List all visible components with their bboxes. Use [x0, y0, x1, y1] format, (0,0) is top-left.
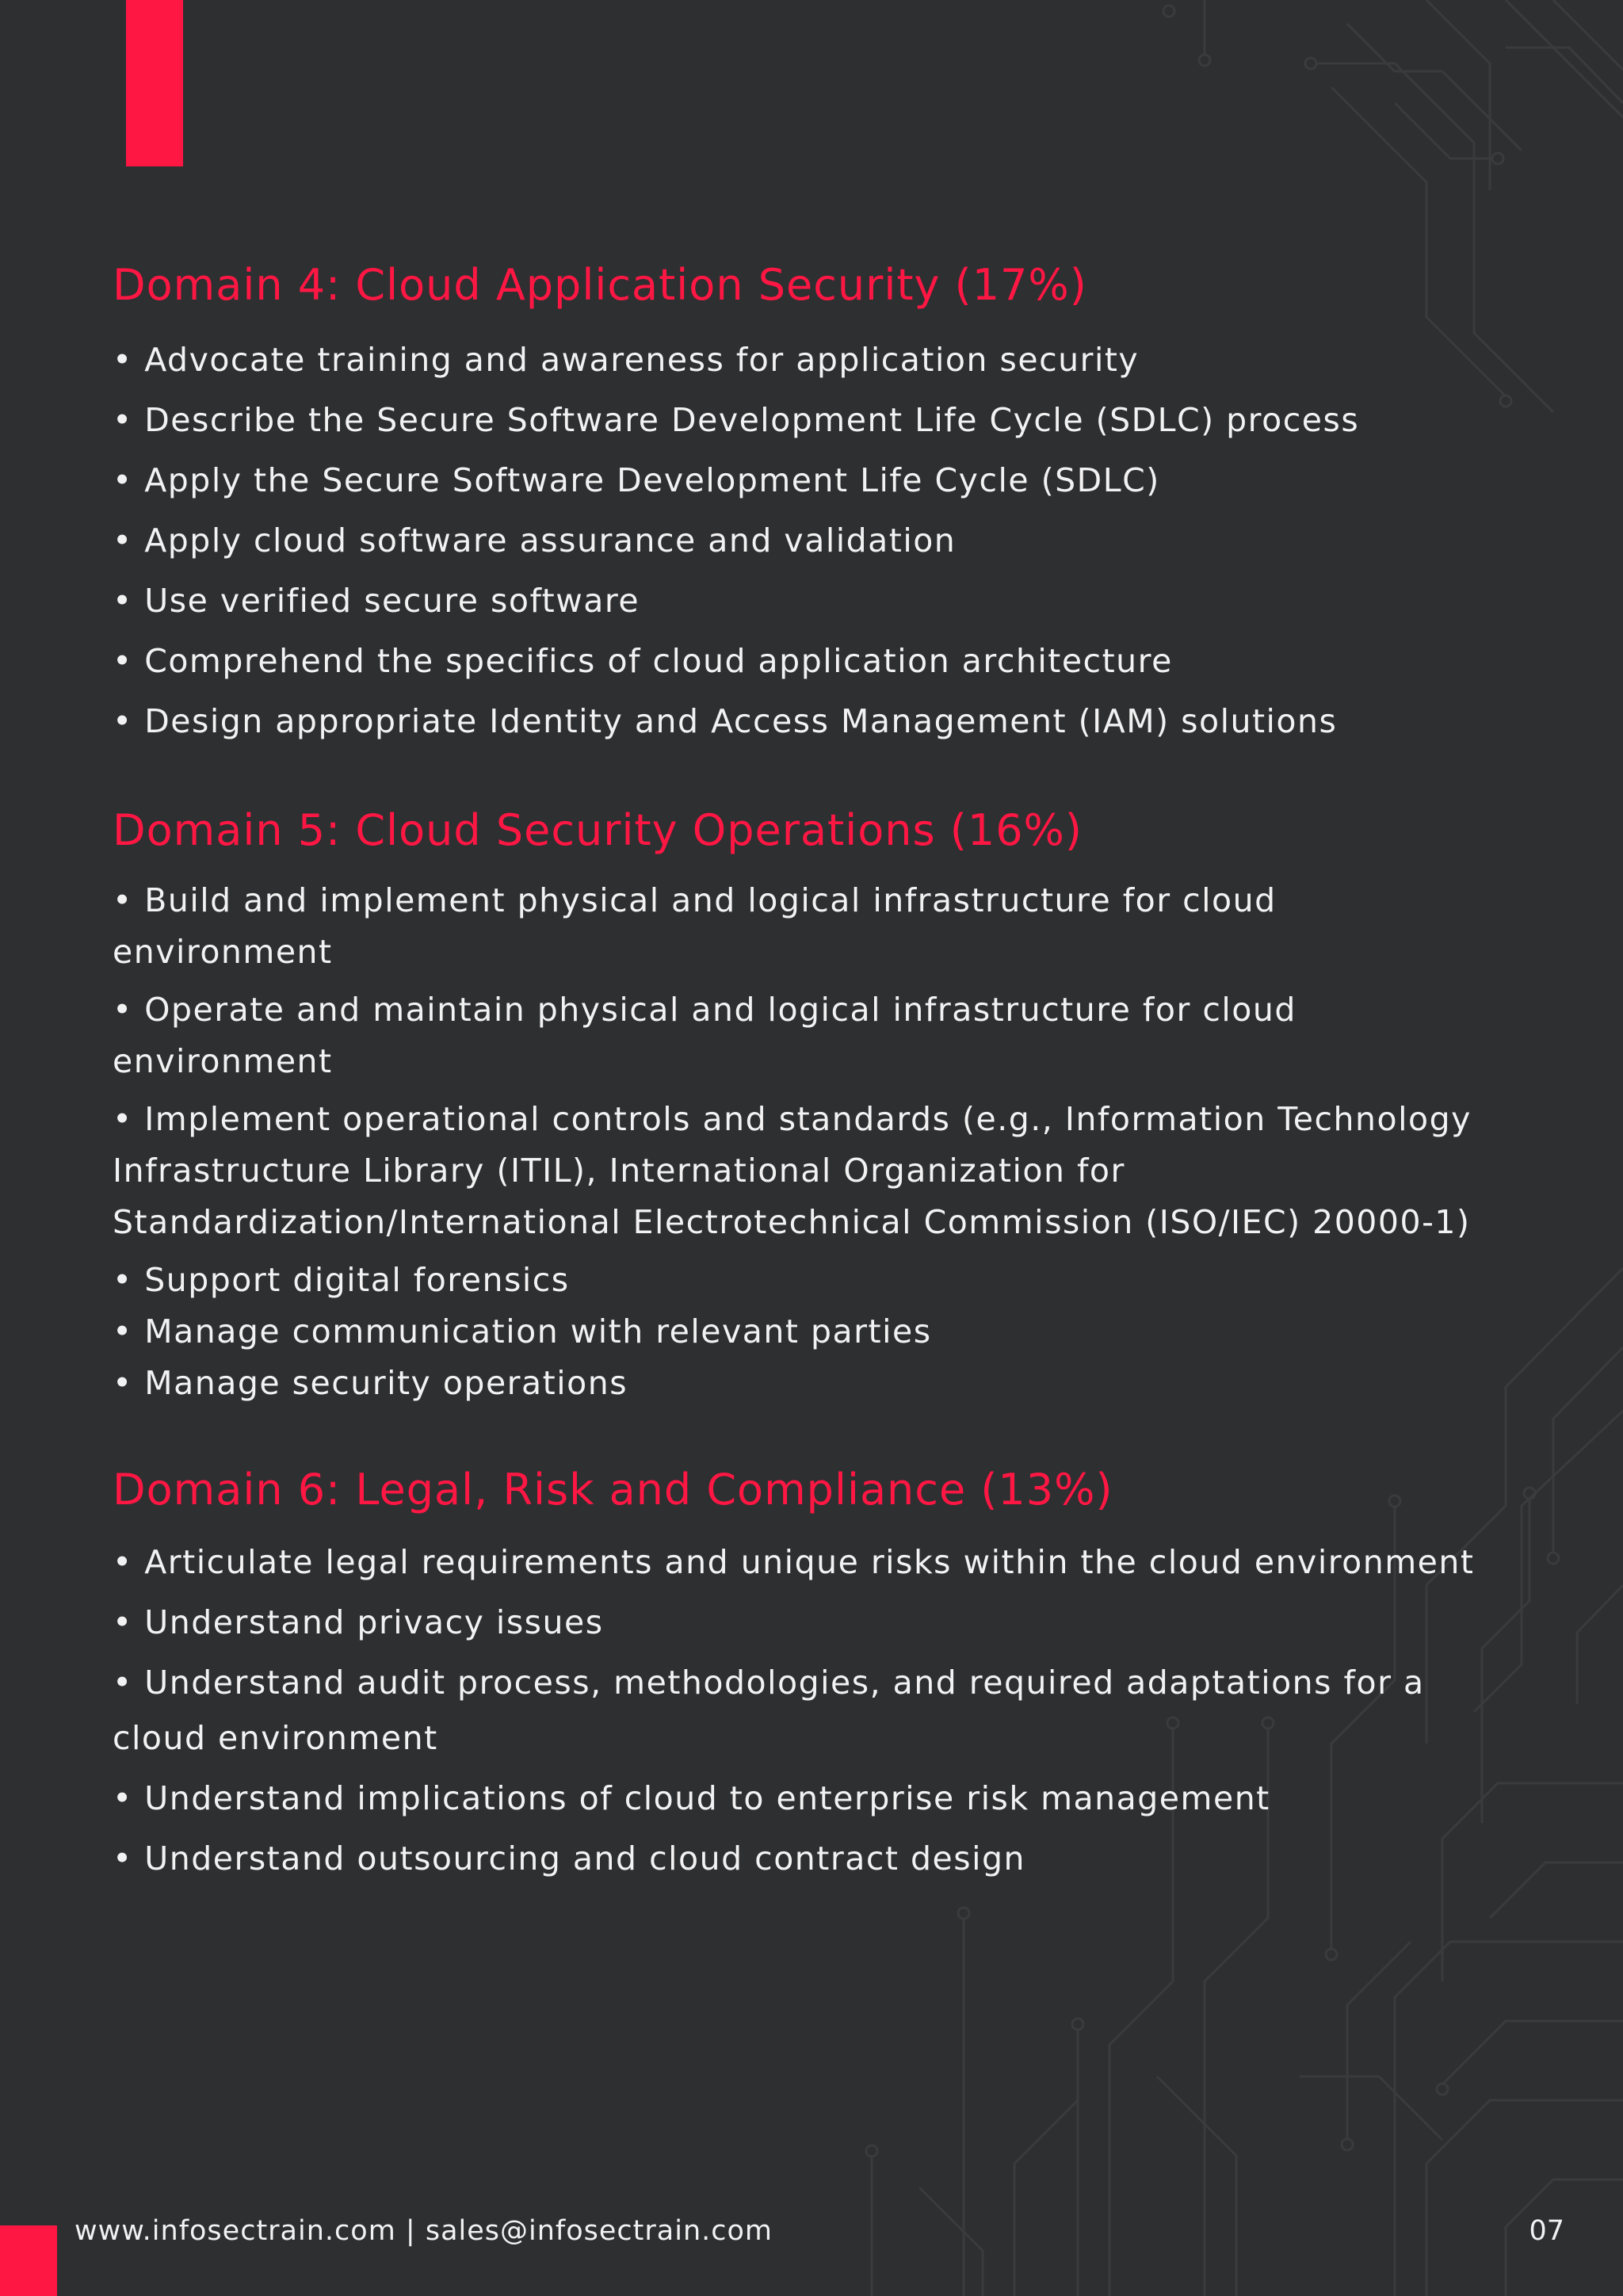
domain-4-heading: Domain 4: Cloud Application Security (17%) [113, 260, 1087, 310]
domain-5-heading: Domain 5: Cloud Security Operations (16%) [113, 805, 1083, 855]
page-content [113, 252, 1507, 1891]
list-item: • Design appropriate Identity and Access Management (IAM) solutions [113, 702, 1338, 740]
domain-5-list [113, 875, 1507, 1409]
list-item: • Articulate legal requirements and unique risks within the cloud environment [113, 1543, 1475, 1581]
list-item: • Manage communication with relevant parties [113, 1312, 932, 1350]
list-item: • Implement operational controls and standards (e.g., Information Technology Infrastructure Library (ITIL), International Organization for Standardization/International Electrotechnical Commission (ISO/IEC) 20000-1) [113, 1100, 1472, 1241]
list-item: • Understand outsourcing and cloud contract design [113, 1839, 1025, 1878]
list-item: • Operate and maintain physical and logical infrastructure for cloud environment [113, 991, 1296, 1080]
list-item: • Build and implement physical and logical infrastructure for cloud environment [113, 881, 1277, 971]
list-item: • Apply the Secure Software Development Life Cycle (SDLC) [113, 461, 1160, 499]
top-accent-bar [126, 0, 183, 166]
list-item: • Support digital forensics [113, 1261, 570, 1299]
domain-4-list [113, 330, 1507, 751]
list-item: • Understand audit process, methodologies, and required adaptations for a cloud environment [113, 1664, 1425, 1757]
list-item: • Manage security operations [113, 1364, 628, 1402]
list-item: • Use verified secure software [113, 582, 640, 620]
domain-6-section [113, 1457, 1507, 1886]
list-item: • Apply cloud software assurance and validation [113, 521, 957, 560]
page-number: 07 [1529, 2215, 1564, 2247]
domain-5-section [113, 797, 1507, 1409]
list-item: • Comprehend the specifics of cloud application architecture [113, 642, 1173, 680]
domain-6-list [113, 1534, 1507, 1886]
domain-4-section [113, 252, 1507, 751]
bottom-accent-square [0, 2225, 57, 2296]
list-item: • Understand privacy issues [113, 1603, 604, 1641]
domain-6-heading: Domain 6: Legal, Risk and Compliance (13%) [113, 1465, 1113, 1515]
footer-contact[interactable]: www.infosectrain.com | sales@infosectrain.com [74, 2215, 773, 2247]
list-item: • Advocate training and awareness for application security [113, 341, 1140, 379]
list-item: • Understand implications of cloud to enterprise risk management [113, 1779, 1270, 1817]
list-item: • Describe the Secure Software Development Life Cycle (SDLC) process [113, 401, 1360, 439]
